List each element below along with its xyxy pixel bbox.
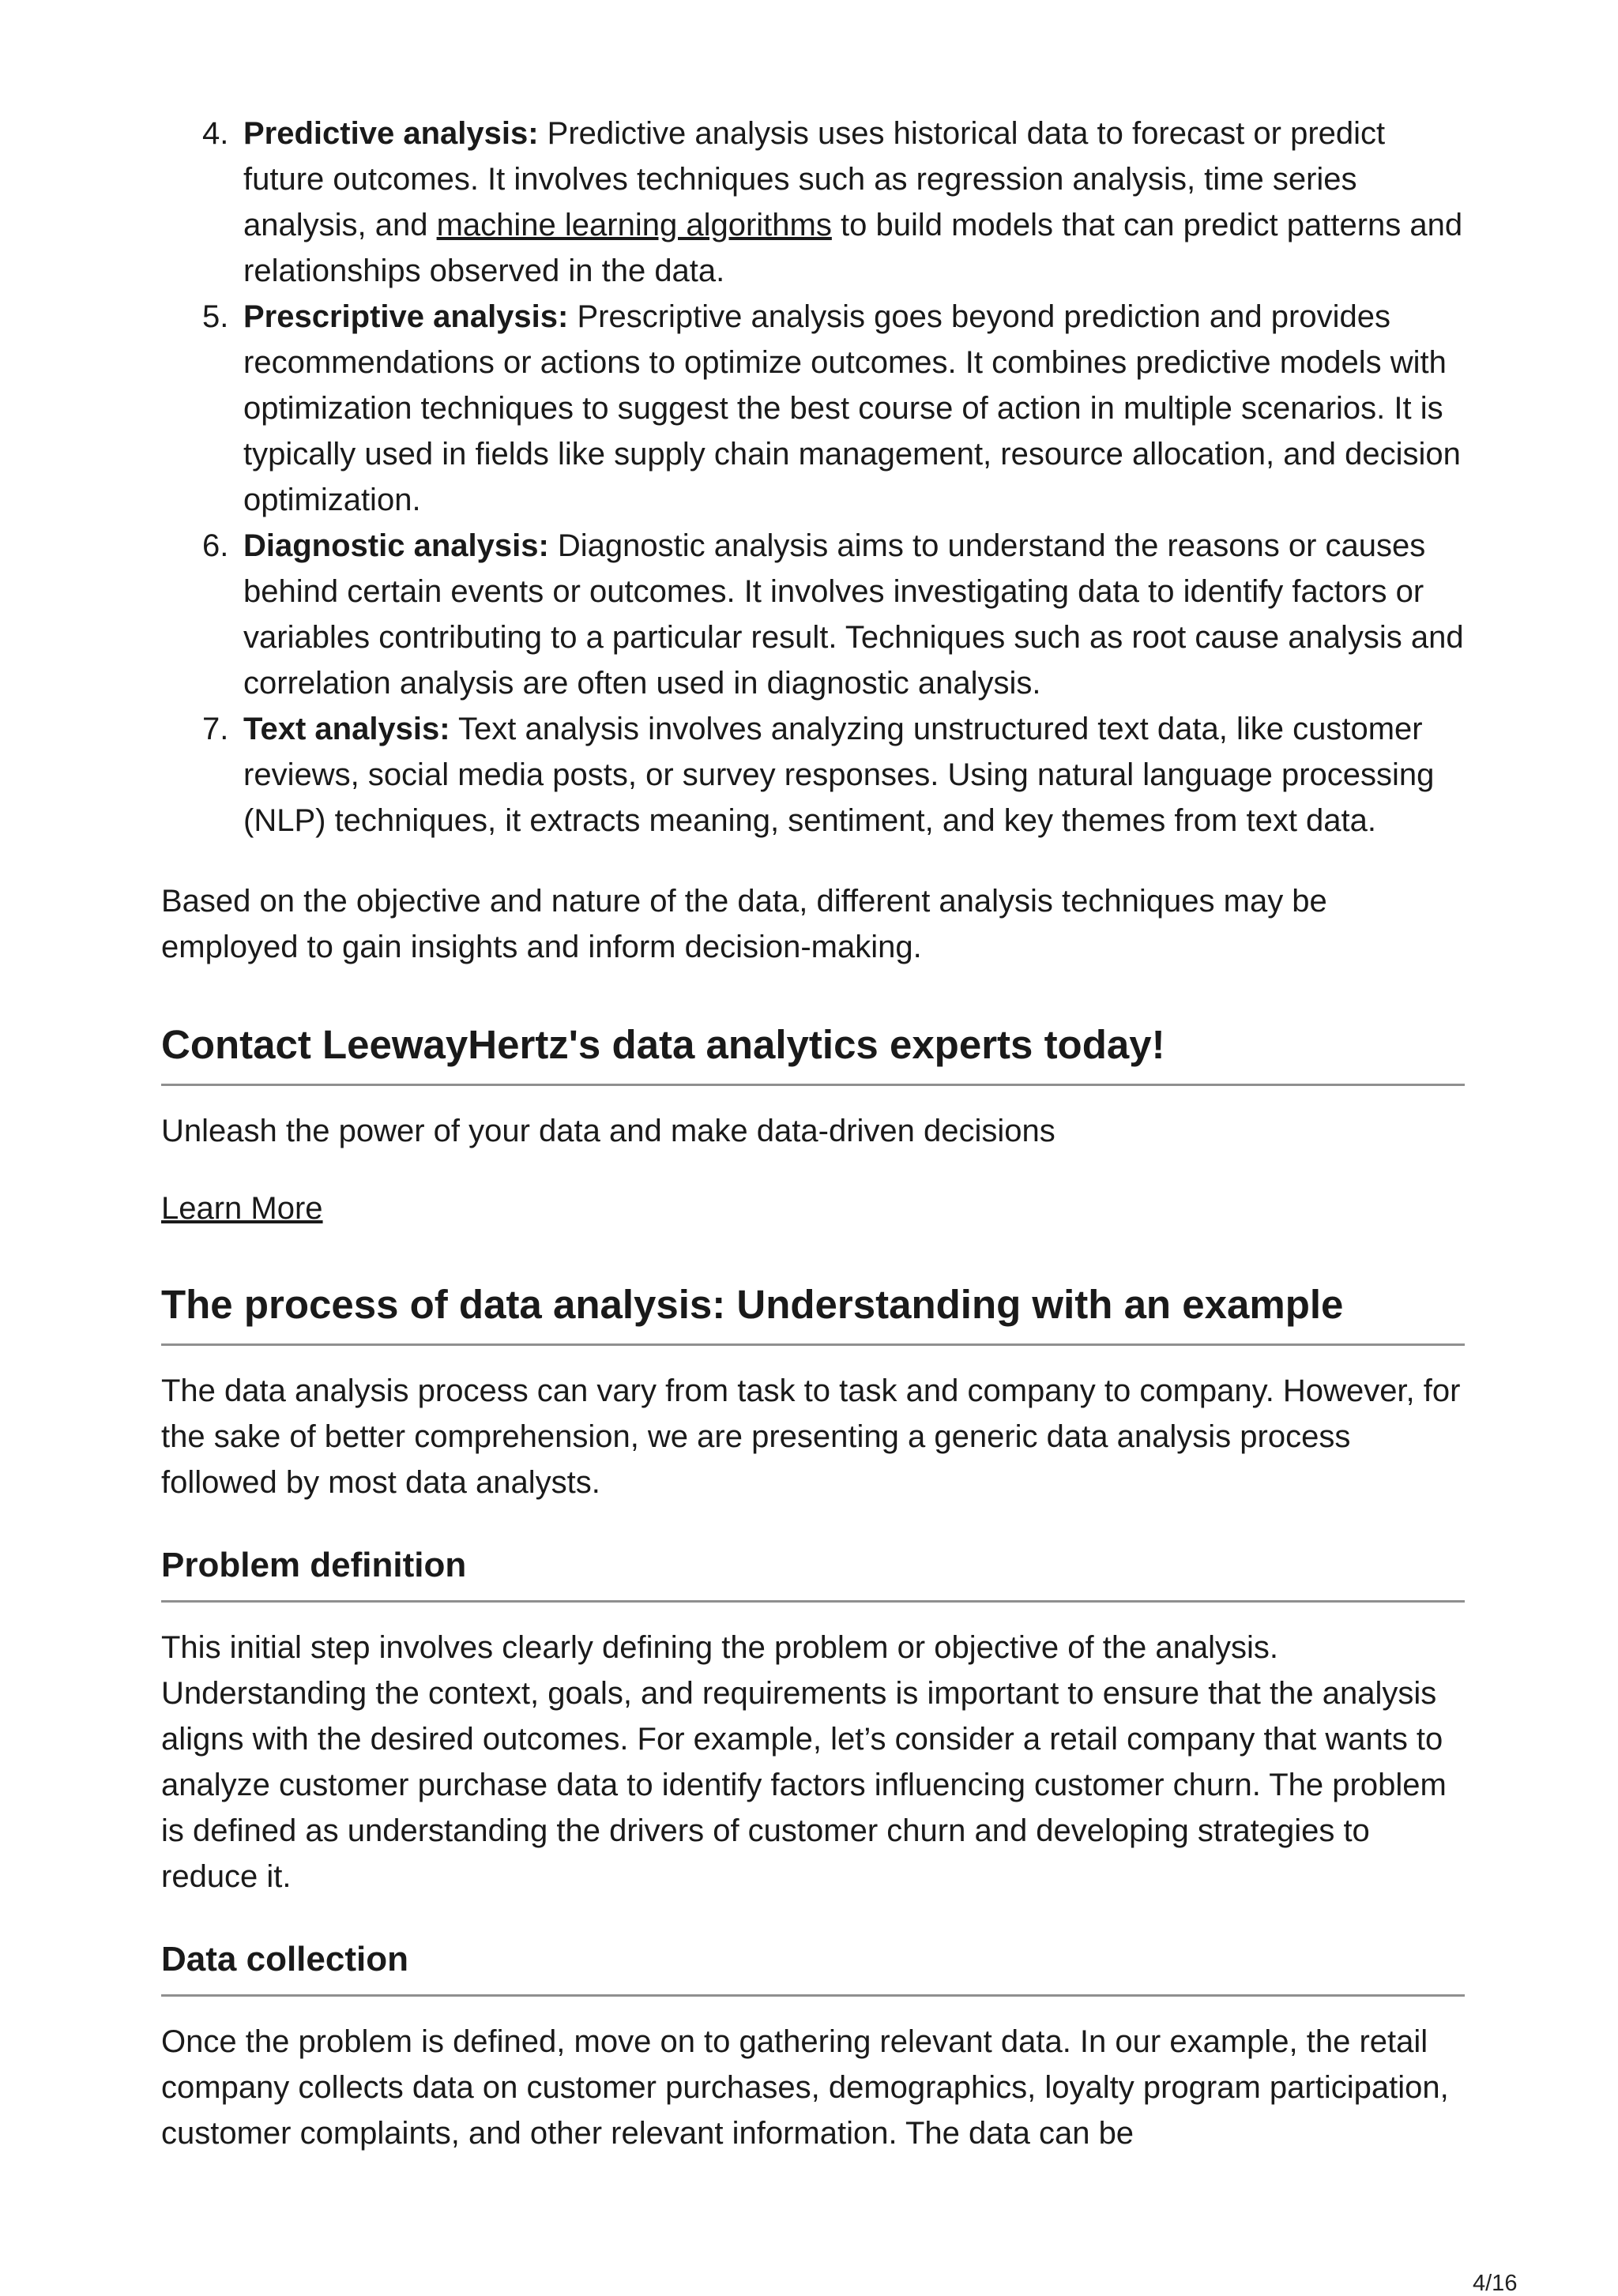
process-intro-paragraph: The data analysis process can vary from task to task and company to company. However, for the sake of better comprehension, we are presenting a generic data analysis process followed by most data analysts. [161,1373,1461,1500]
list-number: 4. [202,116,229,151]
learn-more-link[interactable]: Learn More [161,1191,323,1226]
list-number: 7. [202,712,229,746]
contact-tagline: Unleash the power of your data and make data-driven decisions [161,1114,1055,1148]
problem-definition-heading: Problem definition [161,1543,1465,1603]
contact-heading: Contact LeewayHertz's data analytics experts today! [161,1020,1465,1086]
summary-paragraph: Based on the objective and nature of the data, different analysis techniques may be employed to gain insights and inform decision-making. [161,884,1327,964]
data-collection-paragraph: Once the problem is defined, move on to gathering relevant data. In our example, the retail company collects data on customer purchases, demographics, loyalty program participation, customer complaints, and other relevant information. The data can be [161,2024,1449,2151]
list-text: to build models that can predict patterns and relationships observed in the data. [243,208,1463,288]
process-heading: The process of data analysis: Understanding with an example [161,1280,1465,1346]
list-term: Diagnostic analysis: [243,528,549,563]
page-number: 4/16 [1473,2271,1518,2296]
list-text: Text analysis involves analyzing unstructured text data, like customer reviews, social media posts, or survey responses. Using natural language processing (NLP) techniques, it extracts meaning, sentiment, and key themes from text data. [243,712,1435,838]
list-text: Prescriptive analysis goes beyond prediction and provides recommendations or actions to optimize outcomes. It combines predictive models with optimization techniques to suggest the best course of action in multiple scenarios. It is typically used in fields like supply chain management, resource allocation, and decision optimization. [243,299,1461,517]
data-collection-heading: Data collection [161,1937,1465,1997]
list-term: Predictive analysis: [243,116,539,151]
list-number: 6. [202,528,229,563]
list-text: Diagnostic analysis aims to understand the reasons or causes behind certain events or outcomes. It involves investigating data to identify factors or variables contributing to a particular result. Techniques such as root cause analysis and correlation analysis are often used in diagnostic analysis. [243,528,1464,701]
list-term: Prescriptive analysis: [243,299,569,334]
list-item-predictive-analysis [161,111,1465,294]
list-item-diagnostic-analysis [161,523,1465,706]
document-page [161,111,1465,2156]
problem-definition-paragraph: This initial step involves clearly defining the problem or objective of the analysis. Understanding the context, goals, and requirements is important to ensure that the analysis aligns with the desired outcomes. For example, let’s consider a retail company that wants to analyze customer purchase data to identify factors influencing customer churn. The problem is defined as understanding the drivers of customer churn and developing strategies to reduce it. [161,1630,1447,1894]
list-text: Predictive analysis uses historical data to forecast or predict future outcomes. It involves techniques such as regression analysis, time series analysis, and [243,116,1386,242]
list-term: Text analysis: [243,712,450,746]
analysis-types-list [161,111,1465,844]
list-item-prescriptive-analysis [161,294,1465,523]
machine-learning-algorithms-link[interactable]: machine learning algorithms [436,208,832,242]
list-number: 5. [202,299,229,334]
list-item-text-analysis [161,706,1465,844]
